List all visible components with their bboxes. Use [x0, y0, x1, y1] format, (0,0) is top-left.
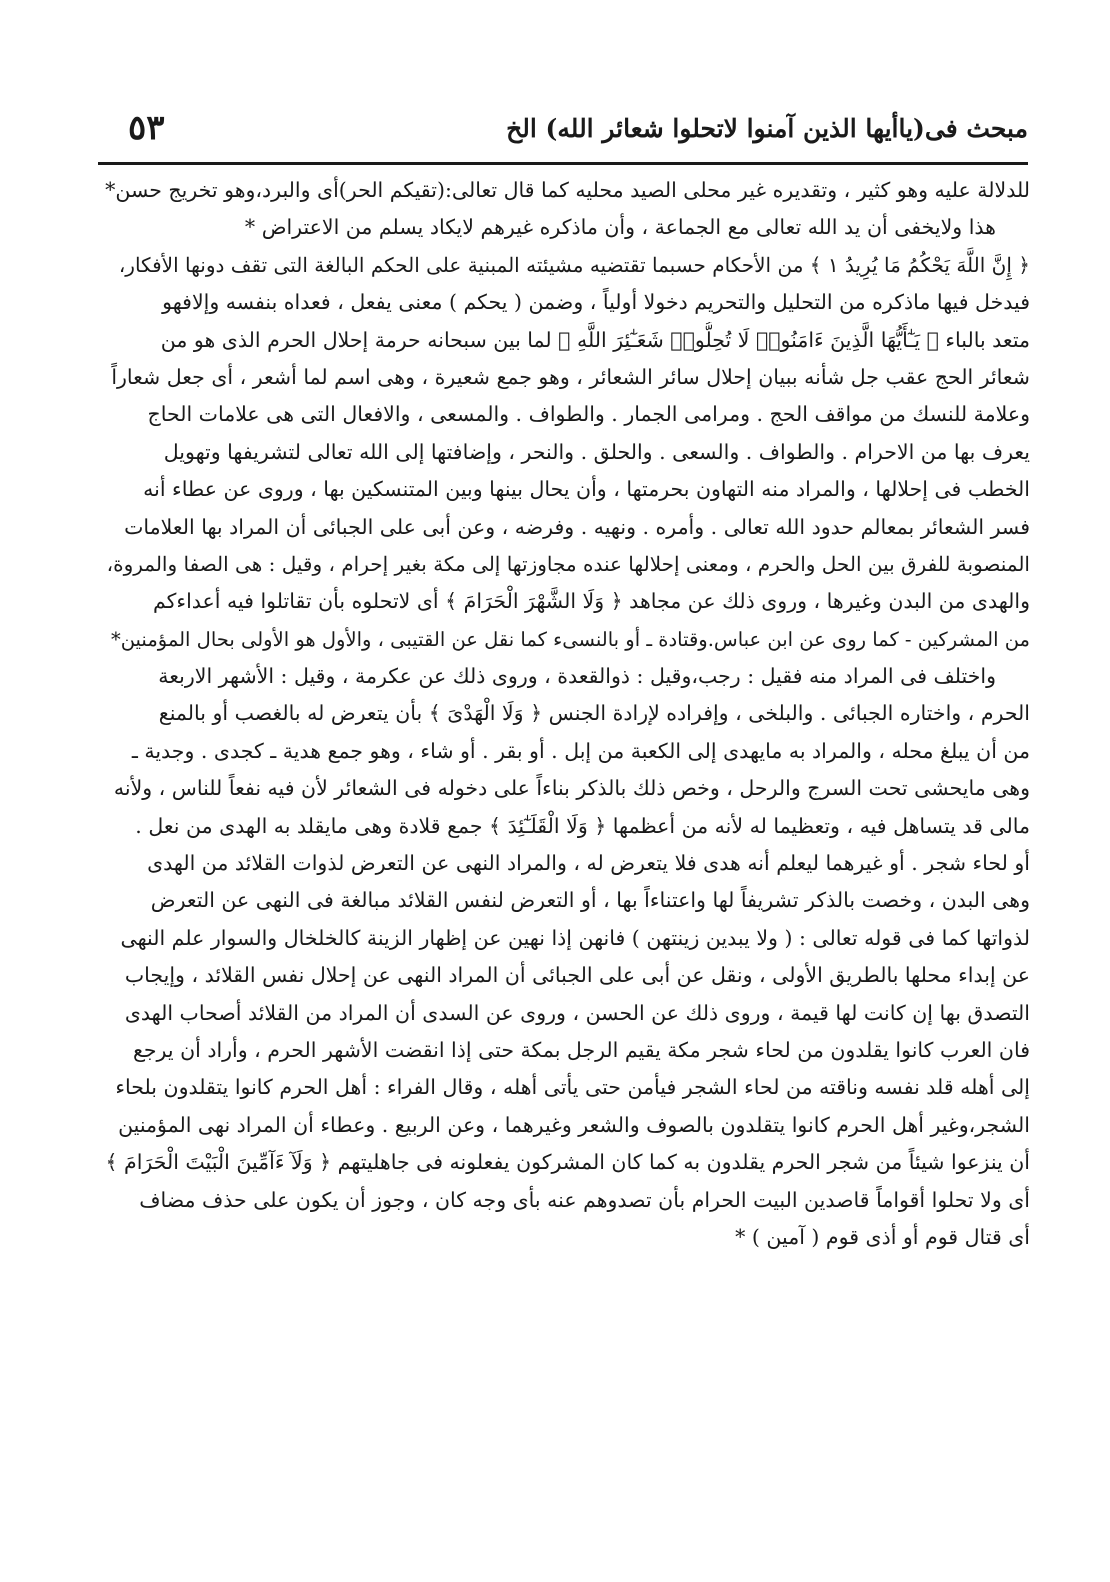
- text-line: عن إبداء محلها بالطريق الأولى ، ونقل عن أبى على الجبائى أن المراد النهى عن إحلال نفس القلائد ، وإيجاب: [124, 963, 1030, 988]
- text-line: الحرم ، واختاره الجبائى . والبلخى ، وإفراده لإرادة الجنس ﴿ وَلَا الْهَدْىَ ﴾ بأن يتعرض له بالغصب أو بالمنع: [158, 701, 1030, 726]
- text-line: هذا ولايخفى أن يد الله تعالى مع الجماعة ، وأن ماذكره غيرهم لايكاد يسلم من الاعتراض *: [244, 215, 996, 240]
- body-text: [98, 172, 1030, 1256]
- text-line: وعلامة للنسك من مواقف الحج . ومرامى الجمار . والطواف . والمسعى ، والافعال التى هى علامات الحاج: [147, 402, 1030, 427]
- text-line: ﴿ إِنَّ اللَّهَ يَحْكُمُ مَا يُرِيدُ ١ ﴾ من الأحكام حسبما تقتضيه مشيئته المبنية على الحكم البالغة التى تقف دونها الأفكار،: [118, 252, 1030, 277]
- text-line: للدلالة عليه وهو كثير ، وتقديره غير محلى الصيد محليه كما قال تعالى:(تقيكم الحر)أى والبرد،وهو تخريج حسن*: [105, 178, 1030, 202]
- text-line: أن ينزعوا شيئاً من شجر الحرم يقلدون به كما كان المشركون يفعلونه فى جاهليتهم ﴿ وَلَآ ءَآمِّينَ الْبَيْتَ الْحَرَامَ ﴾: [105, 1150, 1030, 1175]
- text-line: الخطب فى إحلالها ، والمراد منه التهاون بحرمتها ، وأن يحال بينها وبين المتنسكين بها ، وروى عن عطاء أنه: [143, 477, 1030, 502]
- running-title: مبحث فى(ياأيها الذين آمنوا لاتحلوا شعائر الله) الخ: [506, 114, 1028, 143]
- text-line: شعائر الحج عقب جل شأنه ببيان إحلال سائر الشعائر ، وهو جمع شعيرة ، وهى اسم لما أشعر ، أى جعل شعاراً: [111, 364, 1030, 389]
- text-line: متعد بالباء ﴿ يَـٰٓأَيُّهَا الَّذِينَ ءَامَنُوا۟ لَا تُحِلُّوا۟ شَعَـٰٓئِرَ اللَّهِ ﴾ لما بين سبحانه حرمة إحلال الحرم الذى هو من: [160, 327, 1030, 352]
- text-line: وهى البدن ، وخصت بالذكر تشريفاً لها واعتناءاً بها ، أو التعرض لنفس القلائد مبالغة فى النهى عن التعرض: [150, 888, 1030, 913]
- text-line: أو لحاء شجر . أو غيرهما ليعلم أنه هدى فلا يتعرض له ، والمراد النهى عن التعرض لذوات القلائد من الهدى: [147, 851, 1030, 876]
- text-line: من المشركين - كما روى عن ابن عباس.وقتادة ـ أو بالنسىء كما نقل عن القتيبى ، والأول هو الأولى بحال المؤمنين*: [110, 627, 1030, 651]
- page-number: ٥٣: [128, 108, 165, 148]
- text-line: لذواتها كما فى قوله تعالى : ( ولا يبدين زينتهن ) فانهن إذا نهين عن إظهار الزينة كالخلخال والسوار علم النهى: [120, 925, 1030, 950]
- page-header: [98, 106, 1028, 164]
- text-line: أى ولا تحلوا أقواماً قاصدين البيت الحرام بأن تصدوهم عنه بأى وجه كان ، وجوز أن يكون على حذف مضاف: [139, 1187, 1030, 1212]
- text-line: إلى أهله قلد نفسه وناقته من لحاء الشجر فيأمن حتى يأتى أهله ، وقال الفراء : أهل الحرم كانوا يتقلدون بلحاء: [115, 1075, 1030, 1100]
- text-line: واختلف فى المراد منه فقيل : رجب،وقيل : ذوالقعدة ، وروى ذلك عن عكرمة ، وقيل : الأشهر الاربعة: [158, 664, 996, 689]
- text-line: أى قتال قوم أو أذى قوم ( آمين ) *: [735, 1224, 1030, 1249]
- text-line: التصدق بها إن كانت لها قيمة ، وروى ذلك عن الحسن ، وروى عن السدى أن المراد من القلائد أصحاب الهدى: [124, 1000, 1030, 1025]
- text-line: مالى قد يتساهل فيه ، وتعظيما له لأنه من أعظمها ﴿ وَلَا الْقَلَـٰٓئِدَ ﴾ جمع قلادة وهى مايقلد به الهدى من نعل .: [135, 813, 1030, 838]
- text-line: وهى مايحشى تحت السرج والرحل ، وخص ذلك بالذكر بناءاً على دخوله فى الشعائر لأن فيه نفعاً للناس ، ولأنه: [113, 776, 1030, 801]
- text-line: من أن يبلغ محله ، والمراد به مايهدى إلى الكعبة من إبل . أو بقر . أو شاء ، وهو جمع هدية ـ كجدى . وجدية ـ: [131, 738, 1030, 763]
- text-line: المنصوبة للفرق بين الحل والحرم ، ومعنى إحلالها عنده مجاوزتها إلى مكة بغير إحرام ، وقيل : هى الصفا والمروة،: [106, 551, 1030, 576]
- text-line: فان العرب كانوا يقلدون من لحاء شجر مكة يقيم الرجل بمكة حتى إذا انقضت الأشهر الحرم ، وأراد أن يرجع: [132, 1037, 1030, 1062]
- text-line: فسر الشعائر بمعالم حدود الله تعالى . وأمره . ونهيه . وفرضه ، وعن أبى على الجبائى أن المراد بها العلامات: [124, 514, 1030, 539]
- text-line: الشجر،وغير أهل الحرم كانوا يتقلدون بالصوف والشعر وغيرهما ، وعن الربيع . وعطاء أن المراد نهى المؤمنين: [118, 1112, 1030, 1137]
- text-line: يعرف بها من الاحرام . والطواف . والسعى . والحلق . والنحر ، وإضافتها إلى الله تعالى لتشريفها وتهويل: [163, 439, 1030, 464]
- text-line: فيدخل فيها ماذكره من التحليل والتحريم دخولا أولياً ، وضمن ( يحكم ) معنى يفعل ، فعداه بنفسه وإلافهو: [162, 290, 1030, 315]
- header-rule: [98, 162, 1028, 165]
- text-line: والهدى من البدن وغيرها ، وروى ذلك عن مجاهد ﴿ وَلَا الشَّهْرَ الْحَرَامَ ﴾ أى لاتحلوه بأن تقاتلوا فيه أعداءكم: [153, 589, 1030, 614]
